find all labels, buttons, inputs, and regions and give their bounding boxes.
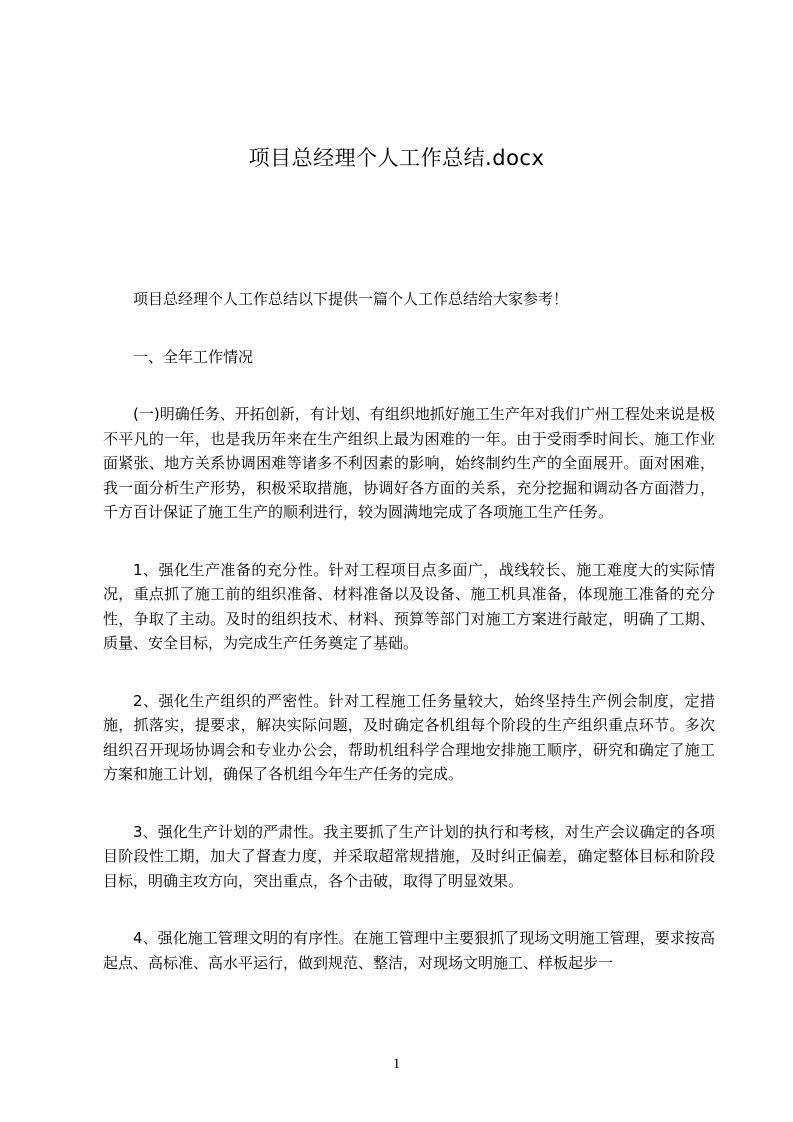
section-heading: 一、全年工作情况 bbox=[133, 347, 254, 366]
paragraph-planning: 3、强化生产计划的严肃性。我主要抓了生产计划的执行和考核，对生产会议确定的各项目阶段性工期，加大了督查力度，并采取超常规措施，及时纠正偏差，确定整体目标和阶段目标，明确主攻方向，突出重点，各个击破，取得了明显效果。 bbox=[103, 822, 715, 890]
paragraph-organization: 2、强化生产组织的严密性。针对工程施工任务量较大，始终坚持生产例会制度，定措施，抓落实，提要求，解决实际问题，及时确定各机组每个阶段的生产组织重点环节。多次组织召开现场协调会和专业办公会，帮助机组科学合理地安排施工顺序，研究和确定了施工方案和施工计划，确保了各机组今年生产任务的完成。 bbox=[103, 691, 715, 783]
intro-paragraph: 项目总经理个人工作总结以下提供一篇个人工作总结给大家参考！ bbox=[133, 290, 569, 308]
paragraph-task-innovation: (一)明确任务、开拓创新，有计划、有组织地抓好施工生产年对我们广州工程处来说是极不平凡的一年，也是我历年来在生产组织上最为困难的一年。由于受雨季时间长、施工作业面紧张、地方关系协调困难等诸多不利因素的影响，始终制约生产的全面展开。面对困难，我一面分析生产形势，积极采取措施，协调好各方面的关系，充分挖掘和调动各方面潜力，千方百计保证了施工生产的顺利进行，较为圆满地完成了各项施工生产任务。 bbox=[103, 405, 715, 521]
paragraph-preparation: 1、强化生产准备的充分性。针对工程项目点多面广，战线较长、施工难度大的实际情况，重点抓了施工前的组织准备、材料准备以及设备、施工机具准备，体现施工准备的充分性，争取了主动。及时的组织技术、材料、预算等部门对施工方案进行敲定，明确了工期、质量、安全目标，为完成生产任务奠定了基础。 bbox=[103, 560, 715, 652]
page-number: 1 bbox=[392, 1056, 401, 1072]
document-body bbox=[103, 287, 715, 1008]
paragraph-civilized-construction: 4、强化施工管理文明的有序性。在施工管理中主要狠抓了现场文明施工管理，要求按高起点、高标准、高水平运行，做到规范、整洁，对现场文明施工、样板起步一 bbox=[103, 929, 715, 972]
document-title: 项目总经理个人工作总结.docx bbox=[248, 146, 545, 170]
